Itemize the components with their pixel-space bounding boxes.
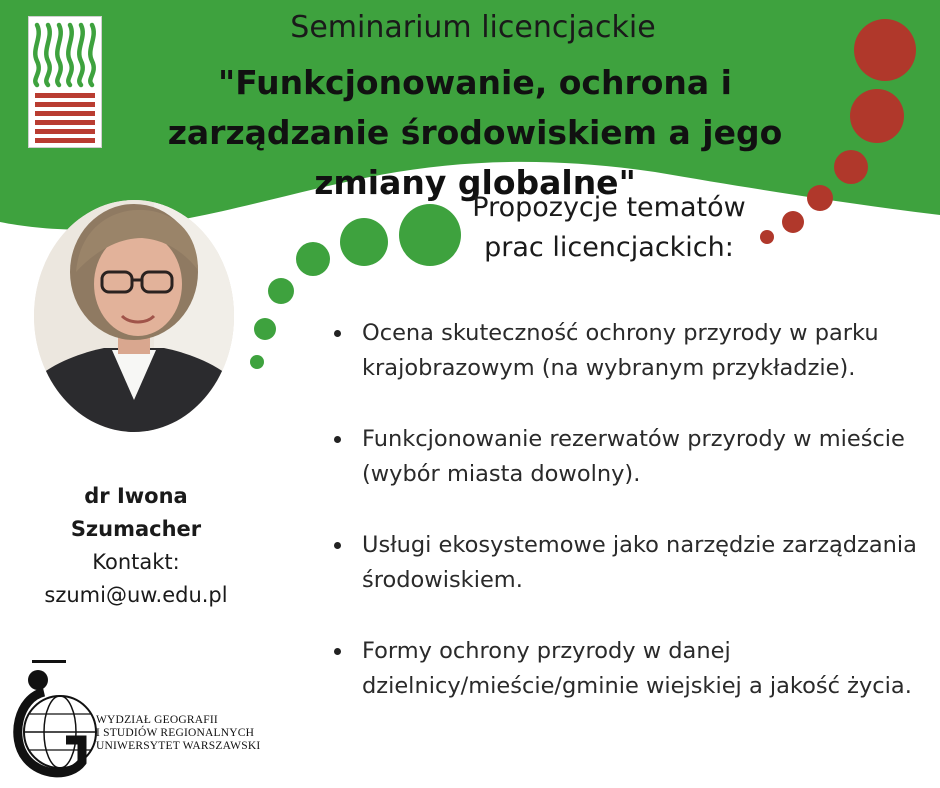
green-dot bbox=[250, 355, 264, 369]
green-dot bbox=[268, 278, 294, 304]
seminar-subtitle: Seminarium licencjackie bbox=[290, 10, 656, 45]
contact-email[interactable]: szumi@uw.edu.pl bbox=[44, 583, 228, 607]
red-dot bbox=[782, 211, 804, 233]
supervisor-photo bbox=[34, 200, 234, 432]
bullet-icon bbox=[334, 330, 341, 337]
topic-text: Funkcjonowanie rezerwatów przyrody w mieście (wybór miasta dowolny). bbox=[362, 426, 905, 487]
green-dot bbox=[340, 218, 388, 266]
green-dot bbox=[254, 318, 276, 340]
red-dot bbox=[854, 19, 916, 81]
bullet-icon bbox=[334, 648, 341, 655]
faculty-line: UNIWERSYTET WARSZAWSKI bbox=[96, 740, 261, 752]
red-dot bbox=[807, 185, 833, 211]
red-dot bbox=[834, 150, 868, 184]
faculty-name bbox=[96, 714, 260, 753]
supervisor-contact bbox=[30, 480, 242, 612]
red-dots-decoration bbox=[750, 10, 930, 250]
green-dot bbox=[296, 242, 330, 276]
portrait-image bbox=[34, 200, 234, 432]
bullet-icon bbox=[334, 436, 341, 443]
faculty-line: WYDZIAŁ GEOGRAFII bbox=[96, 714, 218, 726]
topics-heading: Propozycje tematów prac licencjackich: bbox=[472, 192, 746, 263]
faculty-globe-logo-icon bbox=[12, 658, 98, 780]
supervisor-name: dr Iwona Szumacher bbox=[70, 484, 202, 541]
faculty-line: I STUDIÓW REGIONALNYCH bbox=[96, 727, 255, 739]
topic-text: Formy ochrony przyrody w danej dzielnicy/mieście/gminie wiejskiej a jakość życia. bbox=[362, 638, 912, 699]
contact-label: Kontakt: bbox=[92, 550, 180, 574]
topic-text: Ocena skuteczność ochrony przyrody w parku krajobrazowym (na wybranym przykładzie). bbox=[362, 320, 879, 381]
red-dot bbox=[850, 89, 904, 143]
bullet-icon bbox=[334, 542, 341, 549]
topic-text: Usługi ekosystemowe jako narzędzie zarządzania środowiskiem. bbox=[362, 532, 917, 593]
seminar-title: "Funkcjonowanie, ochrona i zarządzanie środowiskiem a jego zmiany globalne" bbox=[167, 63, 783, 202]
